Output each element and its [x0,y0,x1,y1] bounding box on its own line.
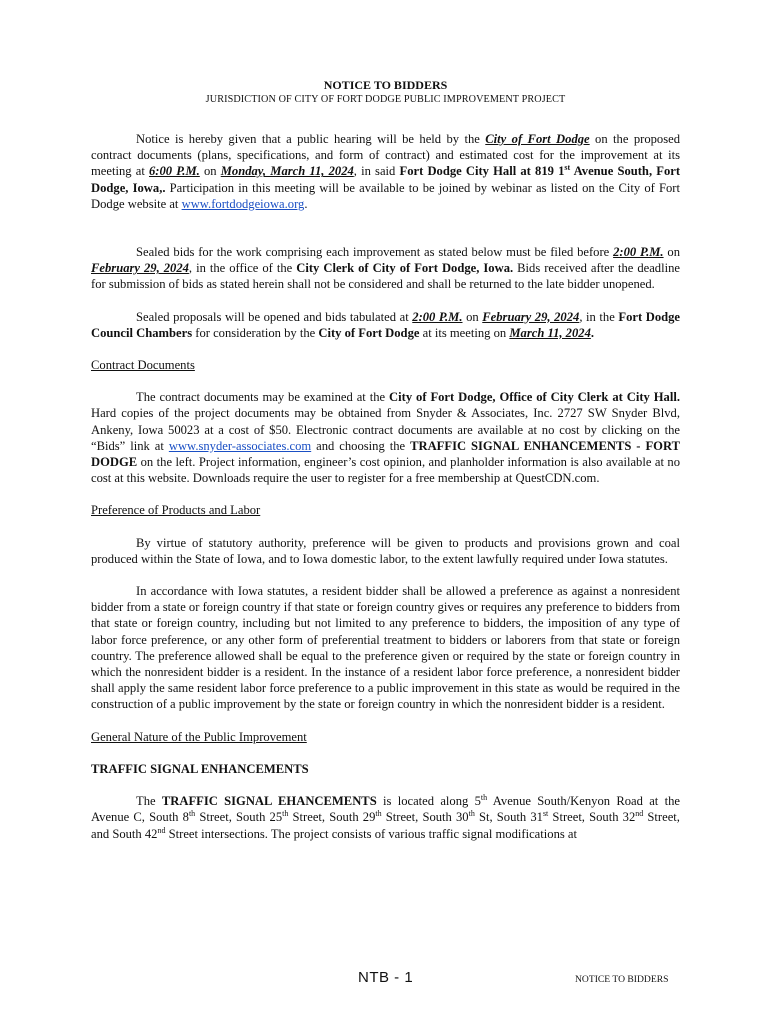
text-run: on [462,309,483,324]
document-subtitle: JURISDICTION OF CITY OF FORT DODGE PUBLIC IMPROVEMENT PROJECT [205,94,566,105]
text-run: Street, and South 42 [91,810,680,841]
bid-opening-paragraph [91,309,680,341]
hearing-place-cont: Avenue South, Fort Dodge, Iowa,. [91,164,681,195]
document-page [91,78,680,842]
text-run: Street, South 30 [381,810,469,825]
text-run: on the left. Project information, engineer’s cost opinion, and planholder information is also available at no cost at this website. Downloads require the user to register for a free membership at QuestCDN.com. [91,455,680,486]
hearing-date: Monday, March 11, 2024 [220,164,354,179]
opening-time: 2:00 P.M. [412,309,463,324]
council-chambers: Fort Dodge Council Chambers [91,309,681,340]
text-run: on the proposed contract documents (plans, specifications, and form of contract) and estimated cost for the improvement at its meeting at [91,132,680,179]
text-run: on [199,164,221,179]
text-run: St, South 31 [474,810,543,825]
text-run: Hard copies of the project documents may be obtained from Snyder & Associates, Inc. 2727 SW Snyder Blvd, Ankeny, Iowa 50023 at a cost of $50. Electronic contract documents are available at no cost by clicking on the “Bids” link at [91,406,680,453]
page-number: NTB - 1 [358,969,414,986]
hearing-paragraph [91,131,680,212]
text-run: Bids received after the deadline for submission of bids as stated herein shall not be considered and shall be returned to the late bidder unopened. [91,261,680,292]
ordinal-suffix: nd [635,809,644,819]
ordinal-suffix: th [375,809,382,819]
text-run: Avenue South/Kenyon Road at the Avenue C, South 8 [91,794,680,825]
text-run: Sealed proposals will be opened and bids tabulated at [136,309,413,324]
text-run: The [136,794,162,809]
ordinal-suffix: th [188,809,196,819]
bid-deadline-date: February 29, 2024 [91,261,189,276]
text-run: Sealed bids for the work comprising each improvement as stated below must be filed before [136,245,614,260]
text-run: The contract documents may be examined at the [136,390,390,405]
document-title: NOTICE TO BIDDERS [323,78,448,92]
text-run: is located along 5 [376,794,481,809]
hearing-place: Fort Dodge City Hall at 819 1 [399,164,565,179]
ordinal-suffix: st [564,163,571,173]
ordinal-suffix: nd [157,825,166,835]
ordinal-suffix: th [480,792,488,802]
footer-label: NOTICE TO BIDDERS [575,974,669,985]
text-run: , in said [353,164,400,179]
preference-heading: Preference of Products and Labor [91,503,261,518]
text-run: Street, South 29 [288,810,376,825]
meeting-date: March 11, 2024 [509,325,591,340]
contract-documents-heading: Contract Documents [91,358,195,373]
preference-paragraph-1: By virtue of statutory authority, preference will be given to products and provisions grown and coal produced within the State of Iowa, and to Iowa domestic labor, to the extent lawfully required under Iowa statutes. [91,535,680,566]
bid-deadline-time: 2:00 P.M. [613,245,664,260]
city-name: City of Fort Dodge [485,132,590,146]
sealed-bids-paragraph [91,244,680,293]
general-nature-heading: General Nature of the Public Improvement [91,729,307,744]
text-run: , in the office of the [188,261,297,276]
text-run: . [590,325,595,340]
project-location-paragraph [91,793,680,842]
contract-documents-paragraph [91,389,680,486]
text-run: on [663,245,681,260]
text-run: Street, South 25 [195,810,283,825]
snyder-website-link[interactable]: www.snyder-associates.com [168,438,312,453]
hearing-time: 6:00 P.M. [148,164,200,179]
project-name: TRAFFIC SIGNAL EHANCEMENTS [161,794,377,809]
preference-paragraph-2: In accordance with Iowa statutes, a resident bidder shall be allowed a preference as against a nonresident bidder from a state or foreign country if that state or foreign country gives or requires any preference to bidders from that state or foreign country, including but not limited to any preference to bidders, the imposition of any type of labor force preference, or any other form of preferential treatment to bidders or laborers from that state or foreign country. The preference allowed shall be equal to the preference given or required by the state or foreign country in which the nonresident bidder is a resident. In the instance of a resident labor force preference, a nonresident bidder shall apply the same resident labor force preference to a public improvement in this state as would be required in the construction of a public improvement by the state or foreign country in which the nonresident bidder is a resident. [91,584,680,712]
city-website-link[interactable]: www.fortdodgeiowa.org [181,196,305,211]
text-run: Street intersections. The project consists of various traffic signal modifications at [165,826,577,841]
clerk-office: City Clerk of City of Fort Dodge, Iowa. [296,261,514,276]
text-run: for consideration by the [192,325,319,340]
ordinal-suffix: th [282,809,289,819]
text-run: and choosing the [311,438,411,453]
text-run: Street, South 32 [548,810,636,825]
city-name: City of Fort Dodge [318,325,420,340]
ordinal-suffix: th [468,809,475,819]
text-run: Participation in this meeting will be available to be joined by webinar as listed on the City of Fort Dodge website at [91,180,680,211]
opening-date: February 29, 2024 [482,309,580,324]
ordinal-suffix: st [542,809,549,819]
project-name: TRAFFIC SIGNAL ENHANCEMENTS - FORT DODGE [91,438,681,470]
clerk-office: City of Fort Dodge, Office of City Clerk at City Hall. [389,390,680,405]
text-run: Notice is hereby given that a public hearing will be held by the [136,132,486,146]
project-heading: TRAFFIC SIGNAL ENHANCEMENTS [91,761,309,776]
text-run: . [304,196,308,211]
text-run: , in the [579,309,619,324]
text-run: at its meeting on [419,325,510,340]
